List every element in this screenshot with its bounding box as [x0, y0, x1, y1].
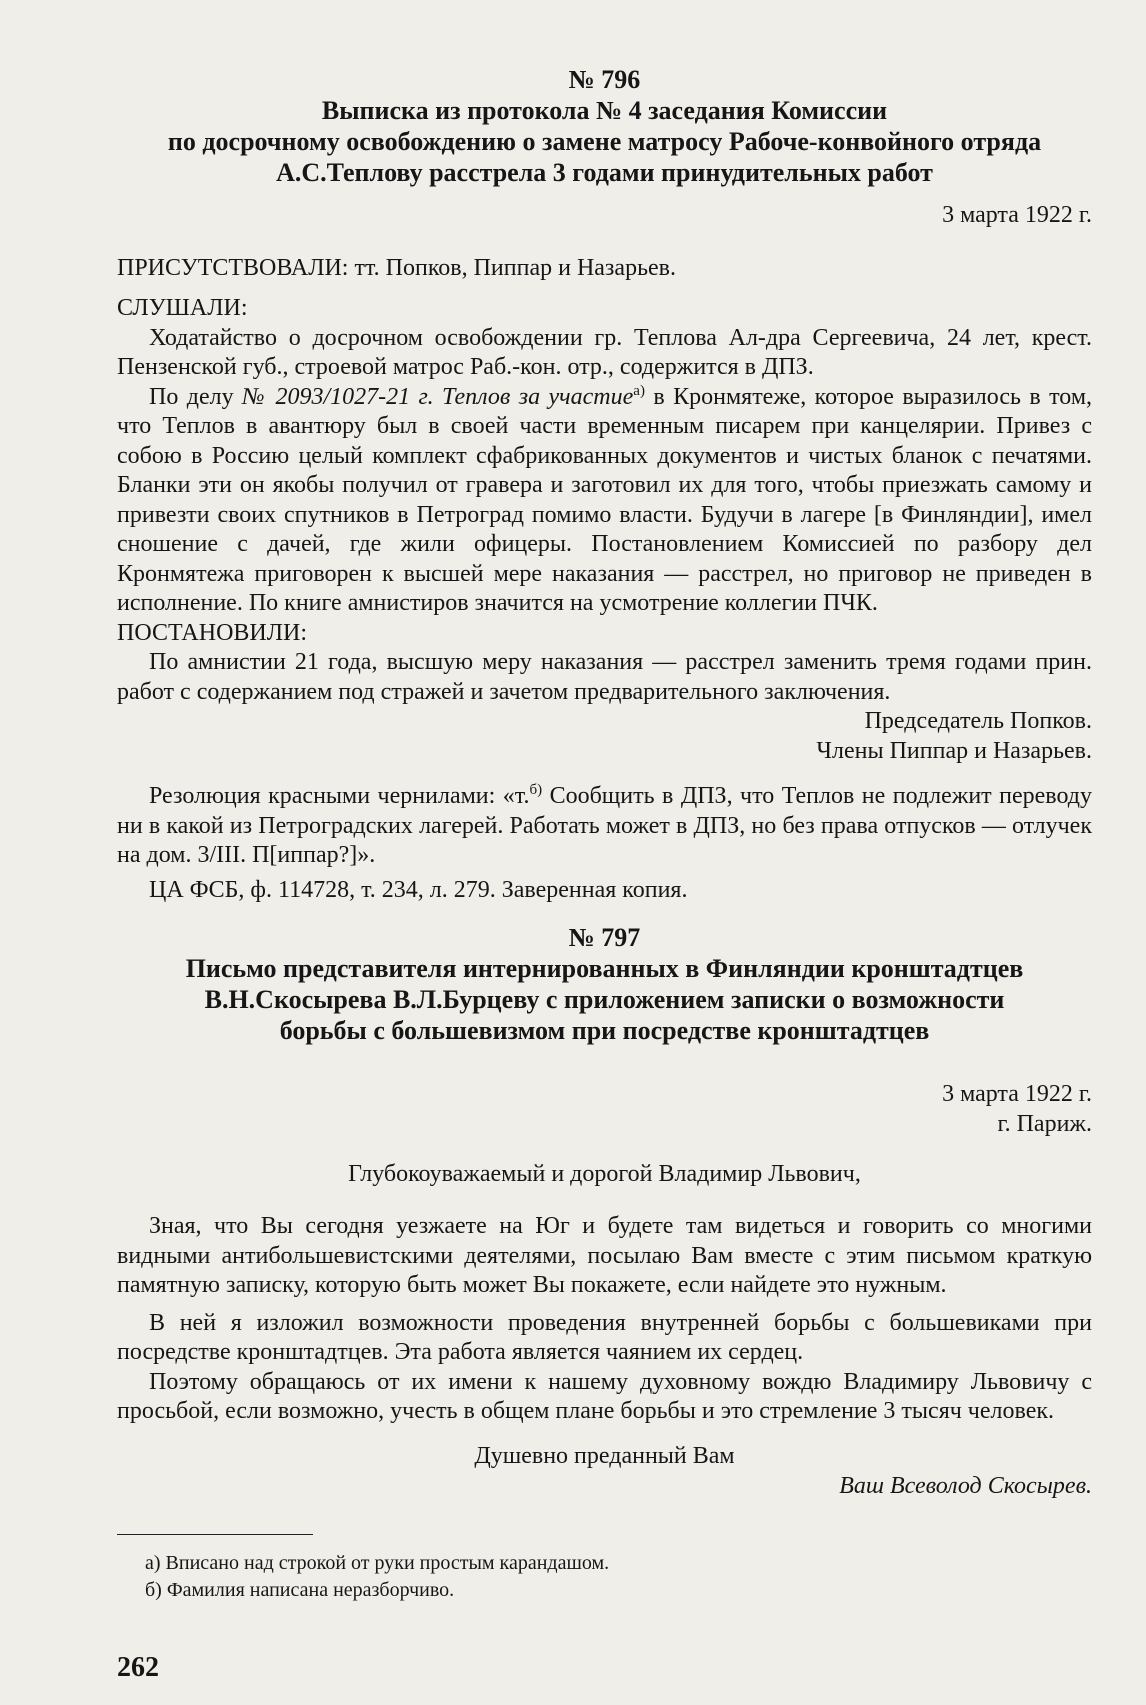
- doc796-chairman: Председатель Попков.: [864, 708, 1092, 734]
- doc797-heading: [117, 922, 1092, 1046]
- doc796-resolution-start: Резолюция красными чернилами: «т.: [149, 783, 530, 809]
- doc797-paragraph-1: Зная, что Вы сегодня уезжаете на Юг и будете там видеться и говорить со многими видными антибольшевистскими деятелями, посылаю Вам вместе с этим письмом краткую памятную записку, которую быть может Вы покажете, если найдете это нужным.: [117, 1213, 1092, 1298]
- doc796-title-line3: А.С.Теплову расстрела 3 годами принудительных работ: [276, 158, 933, 187]
- doc796-resolved-text: По амнистии 21 года, высшую меру наказания — расстрел заменить тремя годами прин. работ с содержанием под стражей и зачетом предварительного заключения.: [117, 649, 1092, 705]
- doc796-title-line1: Выписка из протокола № 4 заседания Комиссии: [321, 96, 888, 125]
- footnote-a: а) Вписано над строкой от руки простым карандашом.: [145, 1552, 610, 1574]
- footnote-ref-a: а): [633, 382, 645, 399]
- doc796-present: ПРИСУТСТВОВАЛИ: тт. Попков, Пиппар и Назарьев.: [117, 255, 676, 281]
- doc796-case-prefix: По делу: [149, 383, 234, 410]
- doc796-date: 3 марта 1922 г.: [942, 202, 1092, 228]
- doc797-title-line1: Письмо представителя интернированных в Финляндии кронштадтцев: [185, 954, 1024, 983]
- doc797-paragraph-2: В ней я изложил возможности проведения внутренней борьбы с большевиками при посредстве кронштадтцев. Эта работа является чаянием их сердец.: [117, 1309, 1092, 1365]
- doc797-letter-body: [117, 1212, 1092, 1427]
- doc797-dateline: [117, 1080, 1092, 1139]
- doc797-number: № 797: [568, 923, 641, 952]
- doc796-heard-text: Ходатайство о досрочном освобождении гр. Теплова Ал-дра Сергеевича, 24 лет, крест. Пензенской губ., строевой матрос Раб.-кон. отр., содержится в ДПЗ.: [117, 324, 1092, 380]
- footnote-ref-b: б): [529, 782, 543, 798]
- doc797-title-line2: В.Н.Скосырева В.Л.Бурцеву с приложением записки о возможности: [204, 985, 1005, 1014]
- doc796-heard: [117, 294, 1092, 707]
- doc797-date: 3 марта 1922 г.: [942, 1081, 1092, 1107]
- doc797-closing: Душевно преданный Вам: [474, 1443, 735, 1469]
- doc796-case-text: в Кронмятеже, которое выразилось в том, что Теплов в авантюру был в своей части временным писарем при канцелярии. Привез с собою в Россию целый комплект сфабрикованных документов и чистых бланок с печатями. Бланки эти он якобы получил от гравера и заготовил их для того, чтобы приезжать самому и привезти своих спутников в Петроград помимо власти. Будучи в лагере [в Финляндии], имел сношение с дачей, где жили офицеры. Постановлением Комиссией по разбору дел Кронмятежа приговорен к высшей мере наказания — расстрел, но приговор не приведен в исполнение. По книге амнистиров значится на усмотрение коллегии ПЧК.: [117, 383, 1093, 616]
- doc797-paragraph-3: Поэтому обращаюсь от их имени к нашему духовному вождю Владимиру Львовичу с просьбой, если возможно, учесть в общем плане борьбы и это стремление 3 тысяч человек.: [117, 1368, 1092, 1424]
- doc796-title-line2: по досрочному освобождению о замене матросу Рабоче-конвойного отряда: [167, 127, 1042, 156]
- footnote-divider: [117, 1534, 313, 1535]
- doc796-signatures: [117, 707, 1092, 766]
- footnotes: [145, 1550, 1045, 1604]
- doc796-number: № 796: [568, 65, 641, 94]
- doc796-heading: [117, 64, 1092, 188]
- doc796-members: Члены Пиппар и Назарьев.: [816, 737, 1092, 764]
- page-number: 262: [117, 1652, 159, 1683]
- footnote-b: б) Фамилия написана неразборчиво.: [145, 1579, 455, 1601]
- doc796-resolved-label: ПОСТАНОВИЛИ:: [117, 619, 308, 646]
- doc796-case-paragraph: [117, 383, 1092, 619]
- doc797-signature: Ваш Всеволод Скосырев.: [839, 1473, 1092, 1499]
- doc797-title-line3: борьбы с большевизмом при посредстве кронштадтцев: [279, 1016, 930, 1045]
- doc796-resolution-end: Сообщить в ДПЗ, что Теплов не подлежит переводу ни в какой из Петроградских лагерей. Работать может в ДПЗ, но без права отпусков — отлучек на дом. 3/III. П[иппар?]».: [117, 783, 1092, 868]
- doc796-resolution: [117, 782, 1092, 871]
- doc796-heard-label: СЛУШАЛИ:: [117, 295, 248, 321]
- doc796-case-number: № 2093/1027-21 г. Теплов за участие: [242, 383, 634, 410]
- doc797-place: г. Париж.: [997, 1110, 1092, 1137]
- doc797-greeting: Глубокоуважаемый и дорогой Владимир Львович,: [348, 1161, 861, 1187]
- doc796-source: ЦА ФСБ, ф. 114728, т. 234, л. 279. Заверенная копия.: [149, 877, 688, 903]
